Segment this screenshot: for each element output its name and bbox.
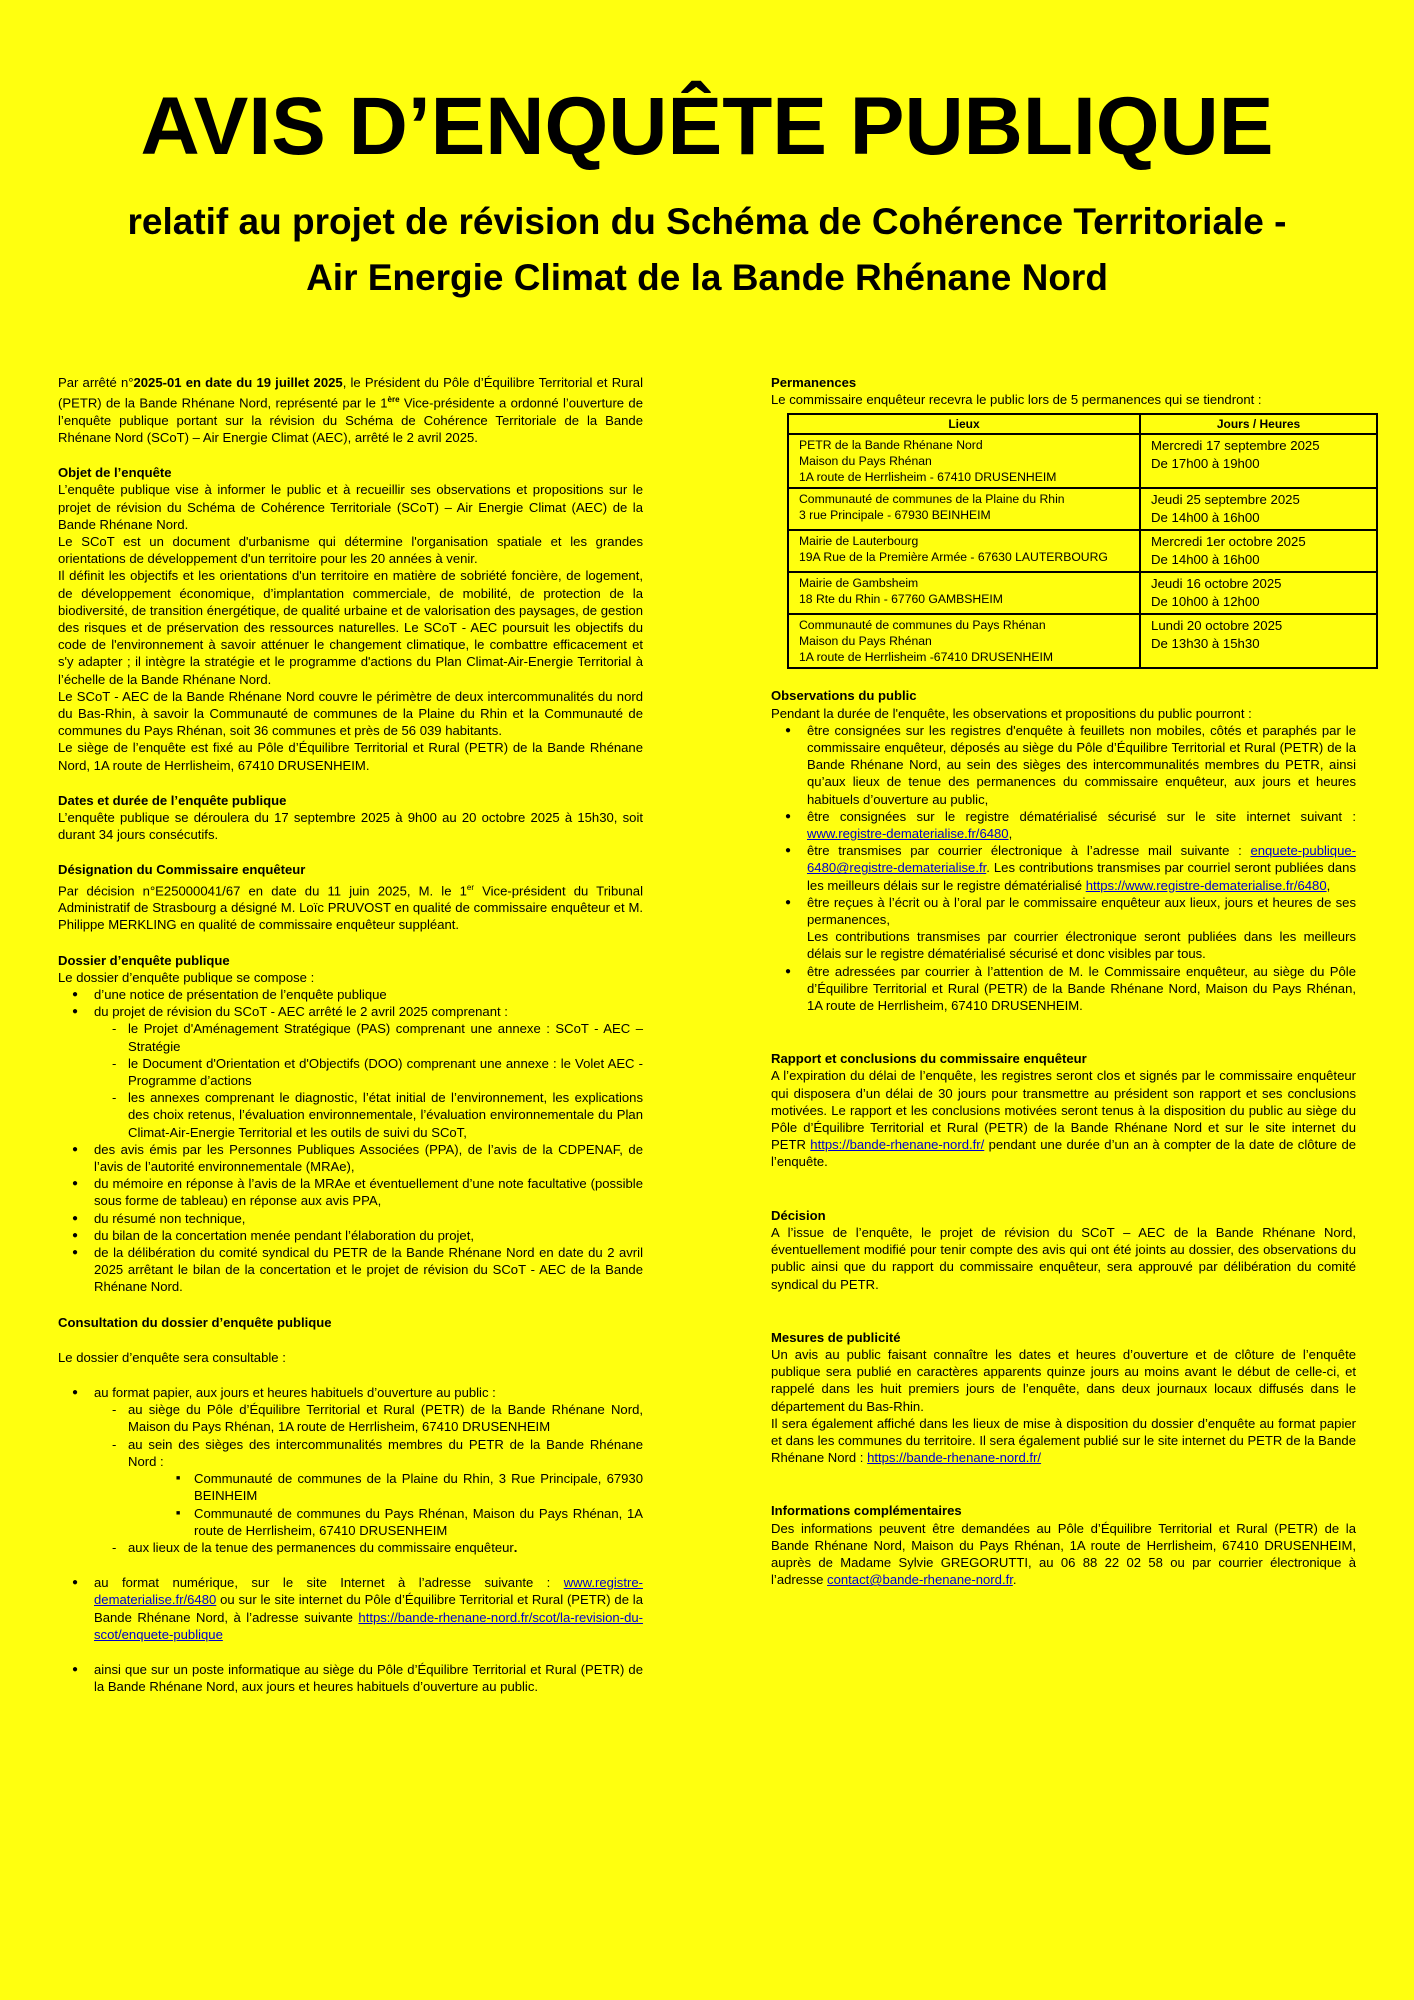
- list-item: ■ Communauté de communes de la Plaine du Rhin, 3 Rue Principale, 67930 BEINHEIM: [58, 1470, 643, 1504]
- list-item: ● être reçues à l’écrit ou à l’oral par le commissaire enquêteur aux lieux, jours et heures de ses permanences, Les contributions transmises par courrier électronique seront publiées dans les meilleurs délais sur le registre dématérialisé sécurisé et donc visibles par tous.: [771, 894, 1356, 963]
- list-item: ● être consignées sur le registre dématérialisé sécurisé sur le site internet suivant : www.registre-dematerialise.fr/6480,: [771, 808, 1356, 842]
- rapport-heading: Rapport et conclusions du commissaire enquêteur: [771, 1051, 1087, 1067]
- publicite-p1: Un avis au public faisant connaître les dates et heures d’ouverture et de clôture de l’enquête publique sera publié en caractères apparents quinze jours au moins avant le début de celle-ci, et rappelé dans les huit premiers jours de l’enquête, dans deux journaux locaux diffusés dans le département du Bas-Rhin.: [771, 1346, 1356, 1414]
- petr-site-link[interactable]: https://bande-rhenane-nord.fr/: [867, 1450, 1042, 1466]
- list-item: ● de la délibération du comité syndical du PETR de la Bande Rhénane Nord en date du 2 avril 2025 arrêtant le bilan de la concertation et le projet de révision du SCoT - AEC de la Bande Rhénane Nord.: [58, 1244, 643, 1296]
- list-item: - les annexes comprenant le diagnostic, l’état initial de l’environnement, les explications des choix retenus, l’évaluation environnementale, l’évaluation environnementale du Plan Climat-Air-Energie Territorial et les outils de suivi du SCoT,: [58, 1089, 643, 1141]
- decision-heading: Décision: [771, 1207, 826, 1223]
- permanences-intro: Le commissaire enquêteur recevra le public lors de 5 permanences qui se tiendront :: [771, 392, 1262, 408]
- list-item: - le Projet d'Aménagement Stratégique (PAS) comprenant une annexe : SCoT - AEC – Stratégie: [58, 1020, 643, 1054]
- dossier-heading: Dossier d’enquête publique: [58, 952, 230, 968]
- objet-heading: Objet de l’enquête: [58, 465, 172, 481]
- infos-heading: Informations complémentaires: [771, 1503, 962, 1519]
- list-item: ● ainsi que sur un poste informatique au siège du Pôle d’Équilibre Territorial et Rural (PETR) de la Bande Rhénane Nord, aux jours et heures habituels d’ouverture au public.: [58, 1661, 643, 1695]
- list-item: ● du bilan de la concertation menée pendant l’élaboration du projet,: [58, 1227, 643, 1244]
- table-row: PETR de la Bande Rhénane Nord Maison du Pays Rhénan 1A route de Herrlisheim - 67410 DRUSENHEIM Mercredi 17 septembre 2025 De 17h00 à 19h00: [788, 434, 1377, 488]
- rapport-p1: A l’expiration du délai de l’enquête, les registres seront clos et signés par le commissaire enquêteur qui disposera d’un délai de 30 jours pour transmettre au président son rapport et ses conclusions motivées. Le rapport et les conclusions motivées seront tenus à la disposition du public au siège du Pôle d’Équilibre Territorial et Rural (PETR) de la Bande Rhénane Nord et sur le site internet du PETR https://bande-rhenane-nord.fr/ pendant une durée d’un an à compter de la date de clôture de l’enquête.: [771, 1068, 1357, 1170]
- dates-heading: Dates et durée de l’enquête publique: [58, 792, 287, 808]
- observations-heading: Observations du public: [771, 688, 917, 704]
- permanences-table: [787, 413, 1378, 669]
- list-item: - au sein des sièges des intercommunalités membres du PETR de la Bande Rhénane Nord :: [58, 1436, 643, 1470]
- content-columns: [58, 374, 1356, 1695]
- table-row: Mairie de Gambsheim 18 Rte du Rhin - 67760 GAMBSHEIM Jeudi 16 octobre 2025 De 10h00 à 12h00: [788, 572, 1377, 614]
- consultation-intro: Le dossier d’enquête sera consultable :: [58, 1349, 286, 1365]
- designation-p1: Par décision n°E25000041/67 en date du 11 juin 2025, M. le 1er Vice-président du Tribunal Administratif de Strasbourg a désigné M. Loïc PRUVOST en qualité de commissaire enquêteur et M. Philippe MERKLING en qualité de commissaire enquêteur suppléant.: [58, 882, 643, 933]
- dates-p1: L’enquête publique se déroulera du 17 septembre 2025 à 9h00 au 20 octobre 2025 à 15h30, soit durant 34 jours consécutifs.: [58, 810, 643, 843]
- registre-link[interactable]: https://www.registre-dematerialise.fr/6480: [1085, 877, 1327, 893]
- subtitle-line-2: Air Energie Climat de la Bande Rhénane Nord: [306, 257, 1108, 298]
- list-item: ● des avis émis par les Personnes Publiques Associées (PPA), de l’avis de la CDPENAF, de l’avis de l’autorité environnementale (MRAe),: [58, 1141, 643, 1175]
- list-item: ● d’une notice de présentation de l’enquête publique: [58, 986, 643, 1003]
- permanences-heading: Permanences: [771, 375, 857, 390]
- list-item: ● être adressées par courrier à l’attention de M. le Commissaire enquêteur, au siège du Pôle d’Équilibre Territorial et Rural (PETR) de la Bande Rhénane Nord, Maison du Pays Rhénan, 1A route de Herrlisheim, 67410 DRUSENHEIM.: [771, 963, 1356, 1015]
- page-title: AVIS D’ENQUÊTE PUBLIQUE: [140, 81, 1274, 172]
- right-column: [771, 374, 1356, 1695]
- dossier-list: [58, 986, 643, 1296]
- decision-p1: A l’issue de l’enquête, le projet de révision du SCoT – AEC de la Bande Rhénane Nord, éventuellement modifié pour tenir compte des avis qui ont été joints au dossier, des observations du public ainsi que du rapport du commissaire enquêteur, sera approuvé par délibération du comité syndical du PETR.: [771, 1224, 1356, 1292]
- publicite-heading: Mesures de publicité: [771, 1329, 901, 1345]
- table-row: Communauté de communes du Pays Rhénan Maison du Pays Rhénan 1A route de Herrlisheim -67410 DRUSENHEIM Lundi 20 octobre 2025 De 13h30 à 15h30: [788, 614, 1377, 668]
- subtitle-line-1: relatif au projet de révision du Schéma de Cohérence Territoriale -: [127, 201, 1287, 242]
- intro-paragraph: Par arrêté n°2025-01 en date du 19 juillet 2025, le Président du Pôle d’Équilibre Territorial et Rural (PETR) de la Bande Rhénane Nord, représenté par le 1ère Vice-présidente a ordonné l’ouverture de l’enquête publique portant sur la révision du Schéma de Cohérence Territoriale de la Bande Rhénane Nord (SCoT) – Air Energie Climat (AEC), arrêté le 2 avril 2025.: [58, 375, 643, 445]
- list-item: - le Document d'Orientation et d'Objectifs (DOO) comprenant une annexe : le Volet AEC - Programme d’actions: [58, 1055, 643, 1089]
- petr-site-link[interactable]: https://bande-rhenane-nord.fr/: [810, 1137, 985, 1153]
- table-row: Mairie de Lauterbourg 19A Rue de la Première Armée - 67630 LAUTERBOURG Mercredi 1er octobre 2025 De 14h00 à 16h00: [788, 530, 1377, 572]
- list-item: - au siège du Pôle d’Équilibre Territorial et Rural (PETR) de la Bande Rhénane Nord, Maison du Pays Rhénan, 1A route de Herrlisheim, 67410 DRUSENHEIM: [58, 1401, 643, 1435]
- observations-list: [771, 722, 1356, 1014]
- objet-p1: L’enquête publique vise à informer le public et à recueillir ses observations et propositions sur le projet de révision du Schéma de Cohérence Territoriale (SCoT) – Air Energie Climat (AEC) de la Bande Rhénane Nord.: [58, 482, 643, 532]
- list-item: ● du projet de révision du SCoT - AEC arrêté le 2 avril 2025 comprenant :: [58, 1003, 643, 1020]
- left-column: [58, 374, 643, 1695]
- designation-heading: Désignation du Commissaire enquêteur: [58, 862, 306, 878]
- consultation-list: [58, 1384, 643, 1556]
- objet-p5: Le siège de l’enquête est fixé au Pôle d’Équilibre Territorial et Rural (PETR) de la Bande Rhénane Nord, 1A route de Herrlisheim, 67410 DRUSENHEIM.: [58, 740, 643, 773]
- contact-email-link[interactable]: contact@bande-rhenane-nord.fr: [827, 1572, 1013, 1588]
- table-row: Communauté de communes de la Plaine du Rhin 3 rue Principale - 67930 BEINHEIM Jeudi 25 septembre 2025 De 14h00 à 16h00: [788, 488, 1377, 530]
- registre-link[interactable]: www.registre-dematerialise.fr/6480: [807, 826, 1009, 842]
- column-header-lieux: Lieux: [788, 414, 1140, 434]
- list-item: - aux lieux de la tenue des permanences du commissaire enquêteur.: [58, 1539, 643, 1556]
- infos-p1: Des informations peuvent être demandées au Pôle d’Équilibre Territorial et Rural (PETR) de la Bande Rhénane Nord, Maison du Pays Rhénan, 1A route de Herrlisheim, 67410 DRUSENHEIM, auprès de Madame Sylvie GREGORUTTI, au 06 88 22 02 58 ou par courrier électronique à l’adresse contact@bande-rhenane-nord.fr.: [771, 1520, 1356, 1588]
- email-link[interactable]: enquete-publique-6480@registre-dematerialise.fr: [807, 843, 1356, 876]
- consultation-heading: Consultation du dossier d’enquête publique: [58, 1314, 332, 1330]
- objet-p2: Le SCoT est un document d'urbanisme qui détermine l'organisation spatiale et les grandes orientations de développement d'un territoire pour les 20 années à venir.: [58, 533, 643, 567]
- petr-enquete-link[interactable]: https://bande-rhenane-nord.fr/scot/la-revision-du-scot/enquete-publique: [94, 1609, 643, 1642]
- list-item: ● du résumé non technique,: [58, 1210, 643, 1227]
- objet-p4: Le SCoT - AEC de la Bande Rhénane Nord couvre le périmètre de deux intercommunalités du nord du Bas-Rhin, à savoir la Communauté de communes de la Plaine du Rhin et la Communauté de communes du Pays Rhénan, soit 36 communes et près de 56 039 habitants.: [58, 688, 643, 739]
- list-item: ● être consignées sur les registres d'enquête à feuillets non mobiles, côtés et paraphés par le commissaire enquêteur, déposés au siège du Pôle d’Équilibre Territorial et Rural (PETR) de la Bande Rhénane Nord, au sein des sièges des intercommunalités membres du PETR, ainsi qu’aux lieux de tenue des permanences du commissaire enquêteur, aux jours et heures habituels d’ouverture au public,: [771, 722, 1356, 808]
- list-item: ● au format papier, aux jours et heures habituels d’ouverture au public :: [58, 1384, 643, 1401]
- objet-p3: Il définit les objectifs et les orientations d'un territoire en matière de sobriété foncière, de logement, de développement économique, d’implantation commerciale, de mobilité, de protection de la biodiversité, de transition énergétique, de qualité urbaine et de valorisation des paysages, de gestion des risques et de préservation des ressources naturelles. Le SCoT - AEC poursuit les objectifs du code de l'environnement à savoir atténuer le changement climatique, le combattre efficacement et s'y adapter ; il intègre la stratégie et le programme d'actions du Plan Climat-Air-Energie Territorial à l’échelle de la Bande Rhénane Nord.: [58, 568, 643, 687]
- publicite-p2: Il sera également affiché dans les lieux de mise à disposition du dossier d’enquête au format papier et dans les communes du territoire. Il sera également publié sur le site internet du PETR de la Bande Rhénane Nord : https://bande-rhenane-nord.fr/: [771, 1415, 1356, 1466]
- registre-link[interactable]: www.registre-dematerialise.fr/6480: [94, 1575, 643, 1608]
- list-item: ● être transmises par courrier électronique à l’adresse mail suivante : enquete-publique-6480@registre-dematerialise.fr. Les contributions transmises par courriel seront publiées dans les meilleurs délais sur le registre dématérialisé https://www.registre-dematerialise.fr/6480,: [771, 842, 1356, 894]
- column-header-jours: Jours / Heures: [1140, 414, 1377, 434]
- list-item: ● au format numérique, sur le site Internet à l’adresse suivante : www.registre-dematerialise.fr/6480 ou sur le site internet du Pôle d’Équilibre Territorial et Rural (PETR) de la Bande Rhénane Nord, à l’adresse suivante https://bande-rhenane-nord.fr/scot/la-revision-du-scot/enquete-publique: [58, 1574, 643, 1643]
- list-item: ● du mémoire en réponse à l’avis de la MRAe et éventuellement d’une note facultative (possible sous forme de tableau) en réponse aux avis PPA,: [58, 1175, 643, 1209]
- list-item: ■ Communauté de communes du Pays Rhénan, Maison du Pays Rhénan, 1A route de Herrlisheim, 67410 DRUSENHEIM: [58, 1505, 643, 1539]
- dossier-intro: Le dossier d’enquête publique se compose :: [58, 969, 315, 985]
- page-subtitle: [58, 194, 1356, 306]
- observations-intro: Pendant la durée de l'enquête, les observations et propositions du public pourront :: [771, 705, 1252, 721]
